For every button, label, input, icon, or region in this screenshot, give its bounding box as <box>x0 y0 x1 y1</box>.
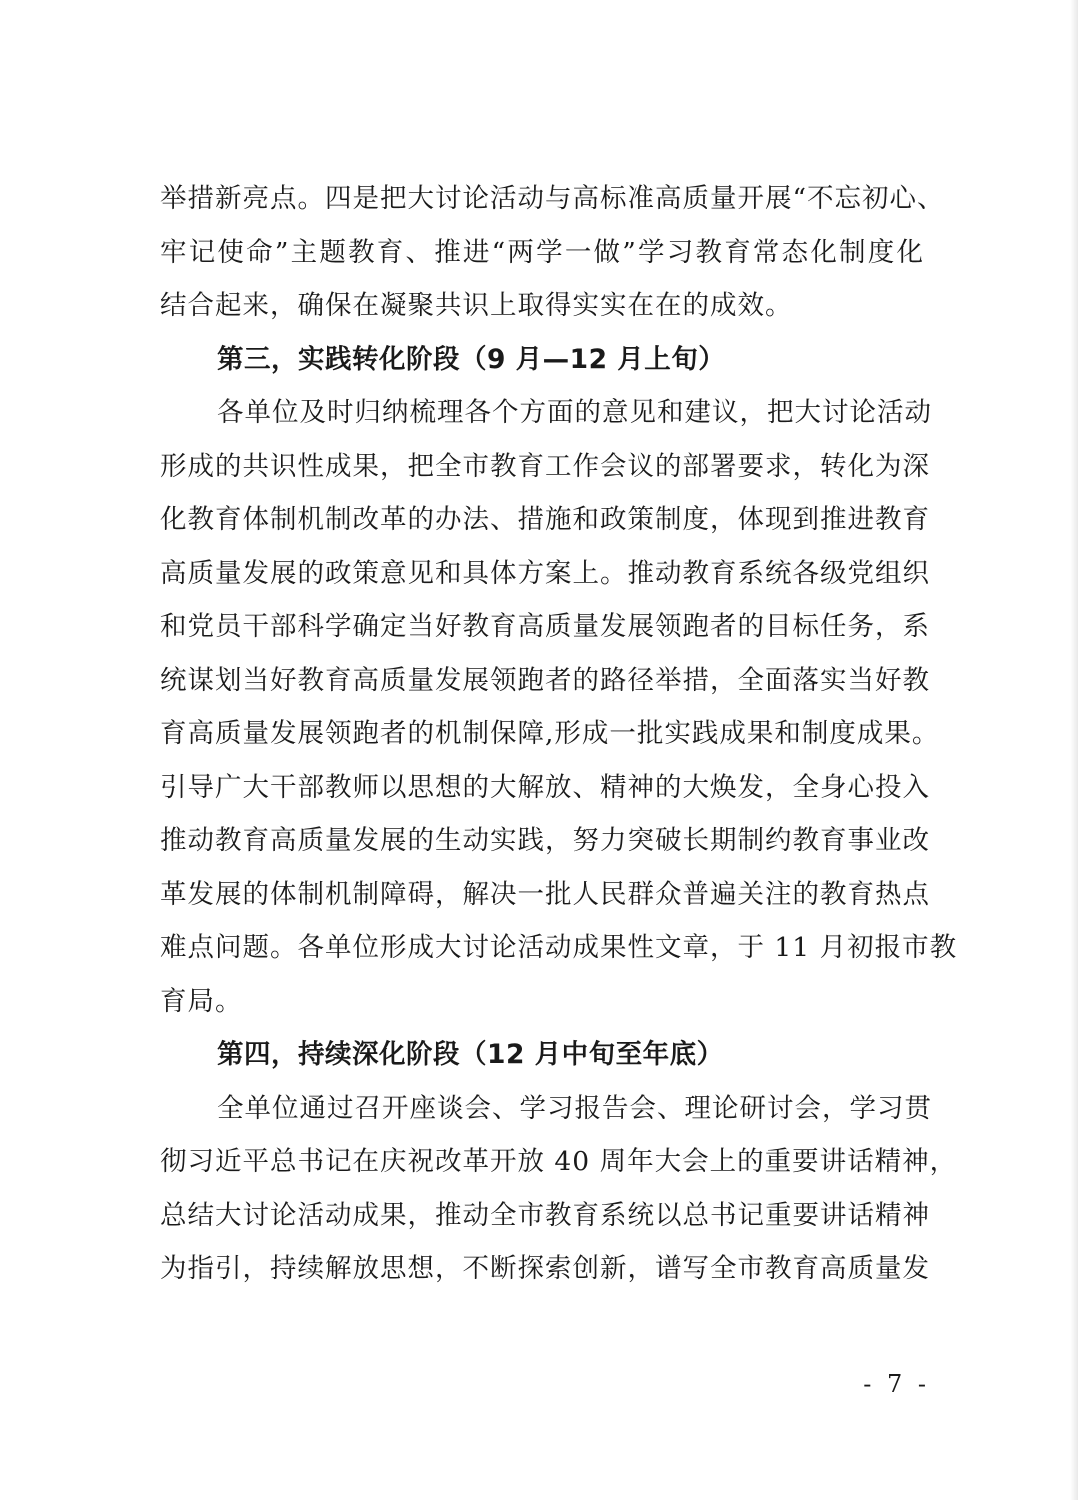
text-line: 形成的共识性成果，把全市教育工作会议的部署要求，转化为深 <box>160 450 930 482</box>
text-line: 和党员干部科学确定当好教育高质量发展领跑者的目标任务，系 <box>160 611 930 642</box>
text-line: 为指引，持续解放思想，不断探索创新，谱写全市教育高质量发 <box>160 1253 930 1284</box>
text-line: 化教育体制机制改革的办法、措施和政策制度，体现到推进教育 <box>160 504 930 535</box>
text-line: 育局。 <box>160 985 243 1017</box>
text-line: 举措新亮点。四是把大讨论活动与高标准高质量开展“不忘初心、 <box>160 183 945 214</box>
text-line: 引导广大干部教师以思想的大解放、精神的大焕发，全身心投入 <box>160 771 930 803</box>
text-line: 彻习近平总书记在庆祝改革开放 40 周年大会上的重要讲话精神， <box>160 1146 958 1177</box>
text-line: 难点问题。各单位形成大讨论活动成果性文章，于 11 月初报市教 <box>160 932 958 963</box>
text-line: 推动教育高质量发展的生动实践，努力突破长期制约教育事业改 <box>160 825 930 856</box>
page-number: - 7 - <box>863 1370 930 1398</box>
text-line: 高质量发展的政策意见和具体方案上。推动教育系统各级党组织 <box>160 557 930 589</box>
text-line: 统谋划当好教育高质量发展领跑者的路径举措，全面落实当好教 <box>160 664 930 696</box>
text-line: 牢记使命”主题教育、推进“两学一做”学习教育常态化制度化 <box>160 236 924 268</box>
text-line: 育高质量发展领跑者的机制保障,形成一批实践成果和制度成果。 <box>160 718 940 749</box>
text-line: 各单位及时归纳梳理各个方面的意见和建议，把大讨论活动 <box>217 397 932 428</box>
text-line: 总结大讨论活动成果，推动全市教育系统以总书记重要讲话精神 <box>160 1199 930 1231</box>
section-heading-stage-four: 第四，持续深化阶段（12 月中旬至年底） <box>217 1039 724 1070</box>
text-line: 结合起来，确保在凝聚共识上取得实实在在的成效。 <box>160 290 793 321</box>
text-line: 全单位通过召开座谈会、学习报告会、理论研讨会，学习贯 <box>217 1092 932 1124</box>
body-text <box>160 172 958 1296</box>
scan-edge-shadow <box>1070 0 1078 1500</box>
section-heading-stage-three: 第三，实践转化阶段（9 月—12 月上旬） <box>217 343 726 375</box>
text-line: 革发展的体制机制障碍，解决一批人民群众普遍关注的教育热点 <box>160 878 930 910</box>
